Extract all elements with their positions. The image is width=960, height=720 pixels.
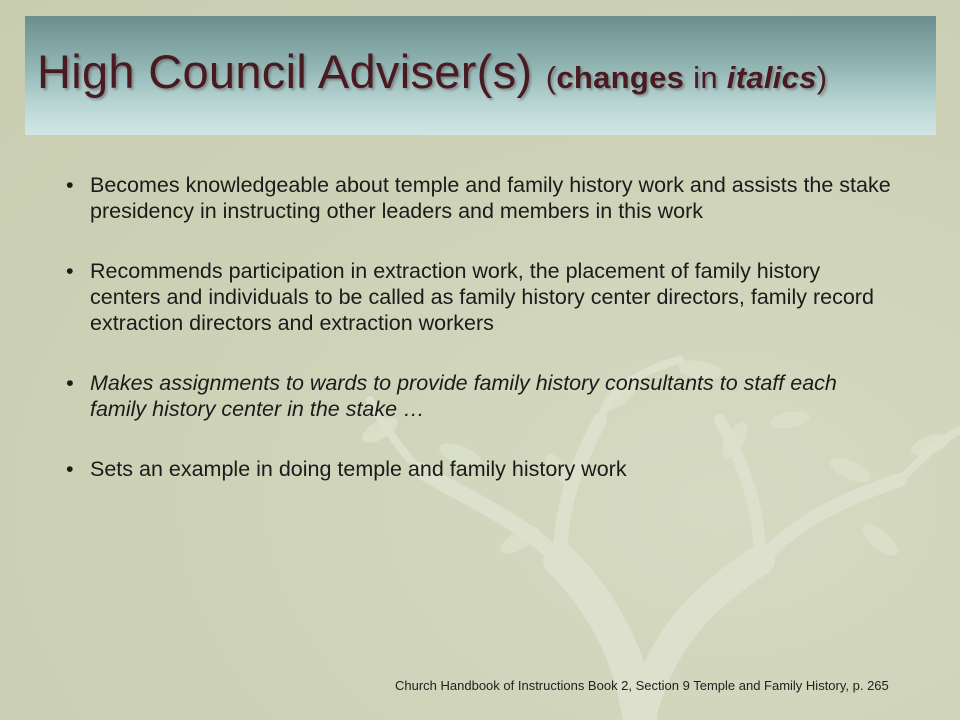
title-sub-italics: italics bbox=[726, 60, 817, 95]
bullet-item: • Becomes knowledgeable about temple and family history work and assists the stake presidency in instructing other leaders and members in this work bbox=[66, 172, 896, 224]
citation: Church Handbook of Instructions Book 2, Section 9 Temple and Family History, p. 265 bbox=[395, 678, 889, 693]
title-sub-in: in bbox=[684, 60, 727, 95]
bullet-item: • Makes assignments to wards to provide family history consultants to staff each family history center in the stake … bbox=[66, 370, 896, 422]
bullet-list bbox=[66, 172, 896, 516]
title-sub-close: ) bbox=[816, 60, 828, 95]
title-main: High Council Adviser(s) bbox=[37, 45, 533, 98]
slide-title bbox=[37, 44, 827, 99]
bullet-item: • Sets an example in doing temple and family history work bbox=[66, 456, 896, 482]
title-subtitle bbox=[546, 60, 828, 95]
bullet-item: • Recommends participation in extraction work, the placement of family history centers and individuals to be called as family history center directors, family record extraction directors and extraction workers bbox=[66, 258, 896, 336]
title-sub-open: ( bbox=[545, 60, 557, 95]
title-sub-changes: changes bbox=[556, 60, 685, 95]
